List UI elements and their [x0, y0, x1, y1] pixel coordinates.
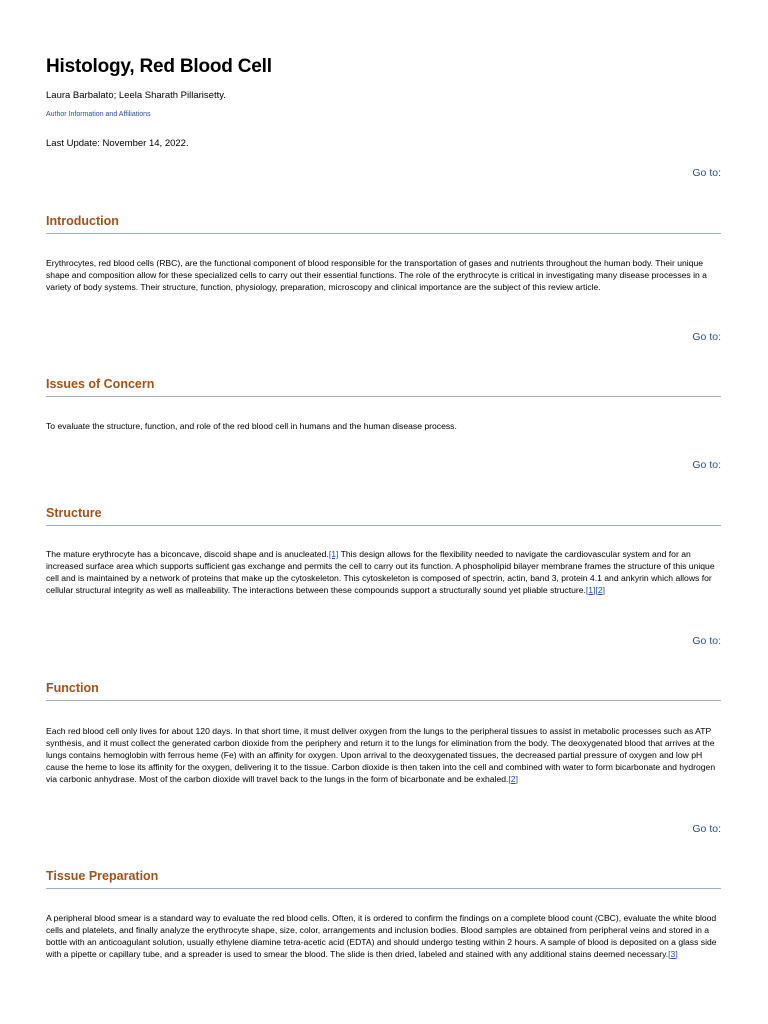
author-affiliations-link[interactable]: Author Information and Affiliations [46, 111, 151, 118]
paragraph-text: This design allows for the flexibility needed to navigate the cardiovascular system and for an increased surface area which supports sufficient gas exchange and permits the cell to carry out its function. A phospholipid bilayer membrane frames the structure of this unique cell and is maintained by a network of proteins that make up the cytoskeleton. This cytoskeleton is composed of spectrin, actin, band 3, protein 4.1 and ankyrin which allows for cellular structural integrity as well as malleability. The interactions between these compounds support a structurally sound yet pliable structure. [46, 549, 715, 595]
section-title: Function [46, 681, 99, 695]
introduction-paragraph: Erythrocytes, red blood cells (RBC), are the functional component of blood responsible for the transportation of gases and nutrients throughout the human body. Their unique shape and composition allow for these specialized cells to carry out their essential functions. The role of the erythrocyte is critical in investigating many disease processes in a variety of body systems. Their structure, function, physiology, preparation, microscopy and clinical importance are the subject of this review article. [46, 258, 707, 292]
section-heading-function [46, 681, 721, 701]
citation-link[interactable]: [1] [585, 584, 596, 595]
issues-paragraph: To evaluate the structure, function, and role of the red blood cell in humans and the human disease process. [46, 421, 457, 431]
section-title: Tissue Preparation [46, 869, 159, 883]
section-heading-structure [46, 506, 721, 526]
goto-link[interactable]: Go to: [692, 331, 721, 343]
section-title: Issues of Concern [46, 377, 155, 391]
paragraph-text: The mature erythrocyte has a biconcave, discoid shape and is anucleated. [46, 549, 329, 559]
paragraph-text: A peripheral blood smear is a standard way to evaluate the red blood cells. Often, it is ordered to confirm the findings on a complete blood count (CBC), evaluate the white blood cells and platelets, and finally analyze the erythrocyte shape, size, color, arrangements and inclusion bodies. Blood samples are obtained from peripheral veins and stored in a bottle with an anticoagulant solution, usually ethylene diamine tetra-acetic acid (EDTA) and should undergo testing within 2 hours. A sample of blood is deposited on a glass side with a pipette or capillary tube, and a spreader is used to smear the blood. The slide is then dried, labeled and stained with any additional stains deemed necessary. [46, 913, 717, 959]
article-title: Histology, Red Blood Cell [46, 56, 272, 77]
paragraph-text: Each red blood cell only lives for about 120 days. In that short time, it must deliver oxygen from the lungs to the peripheral tissues to assist in metabolic processes such as ATP synthesis, and it must collect the generated carbon dioxide from the periphery and return it to the lungs for elimination from the body. The deoxygenated blood that arrives at the lungs contains hemoglobin with ferrous heme (Fe) with an affinity for oxygen. Upon arrival to the deoxygenated tissues, the decreased partial pressure of oxygen and low pH cause the heme to lose its affinity for the oxygen, delivering it to the tissue. Carbon dioxide is then taken into the cell and combined with water to form bicarbonate and hydrogen via carbonic anhydrase. Most of the carbon dioxide will travel back to the lungs in the form of bicarbonate and be exhaled. [46, 726, 716, 784]
function-paragraph [46, 726, 721, 786]
article-authors: Laura Barbalato; Leela Sharath Pillarisetty. [46, 90, 226, 101]
citation-link[interactable]: [2] [595, 584, 606, 595]
tissue-preparation-paragraph [46, 913, 721, 961]
goto-link[interactable]: Go to: [692, 823, 721, 835]
section-heading-introduction [46, 214, 721, 234]
goto-link[interactable]: Go to: [692, 167, 721, 179]
structure-paragraph [46, 549, 721, 597]
goto-link[interactable]: Go to: [692, 635, 721, 647]
section-title: Introduction [46, 214, 119, 228]
section-heading-issues-of-concern [46, 377, 721, 397]
citation-link[interactable]: [1] [328, 549, 339, 559]
citation-link[interactable]: [3] [668, 948, 678, 959]
section-title: Structure [46, 506, 102, 520]
last-update: Last Update: November 14, 2022. [46, 138, 189, 149]
section-heading-tissue-preparation [46, 869, 721, 889]
citation-link[interactable]: [2] [508, 773, 518, 784]
goto-link[interactable]: Go to: [692, 459, 721, 471]
